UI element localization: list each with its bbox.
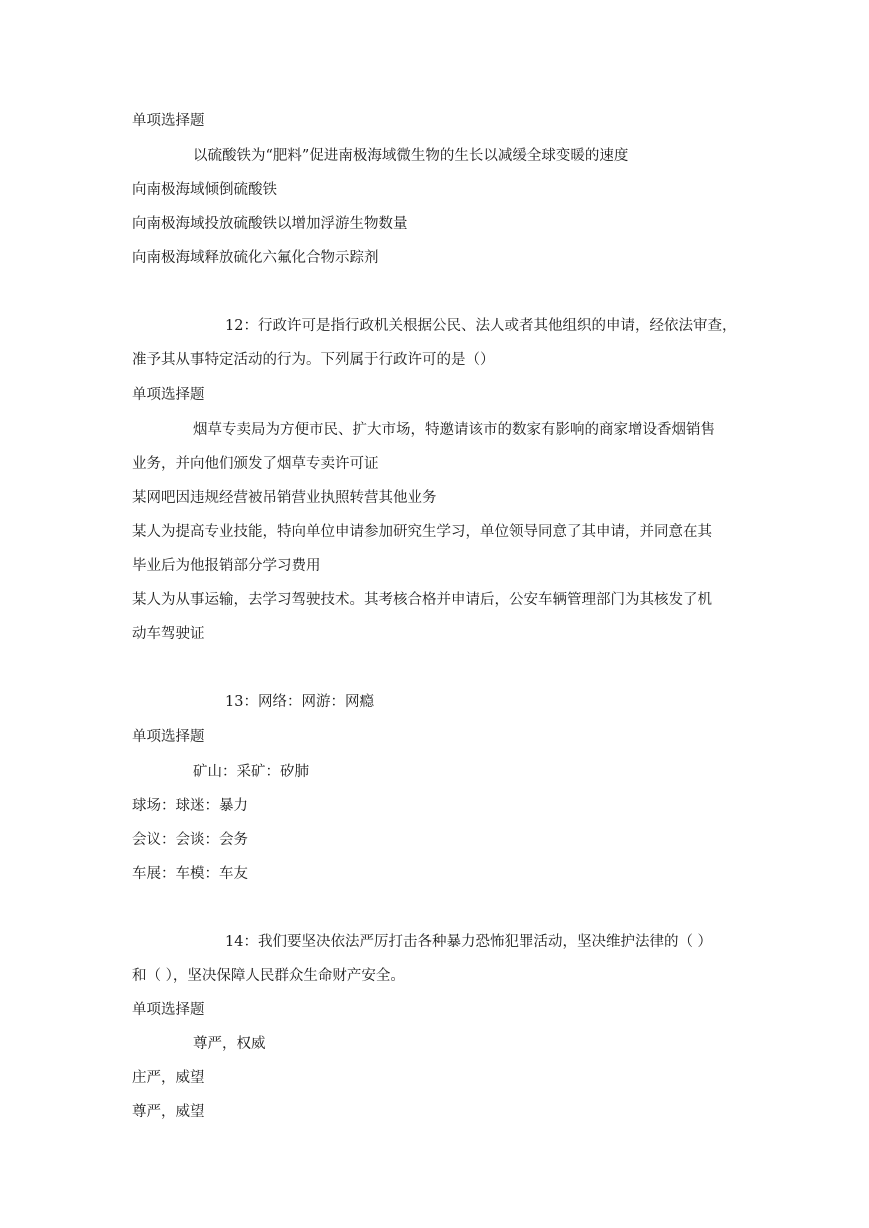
question-type-label: 单项选择题 — [132, 387, 205, 403]
question-13-text: 13：网络：网游：网瘾 — [225, 694, 374, 710]
option-a-cont: 业务，并向他们颁发了烟草专卖许可证 — [132, 456, 379, 472]
option-b: 某网吧因违规经营被吊销营业执照转营其他业务 — [132, 490, 437, 506]
question-type-label: 单项选择题 — [132, 1002, 205, 1018]
question-14-text: 14：我们要坚决依法严厉打击各种暴力恐怖犯罪活动，坚决维护法律的（ ） — [225, 934, 713, 950]
option-a: 矿山：采矿：矽肺 — [193, 764, 309, 780]
option-c-cont: 毕业后为他报销部分学习费用 — [132, 558, 321, 574]
option-b: 庄严，威望 — [132, 1070, 205, 1086]
option-a: 烟草专卖局为方便市民、扩大市场，特邀请该市的数家有影响的商家增设香烟销售 — [193, 422, 715, 438]
option-d-cont: 动车驾驶证 — [132, 626, 205, 642]
option-b: 向南极海域倾倒硫酸铁 — [132, 182, 277, 198]
option-b: 球场：球迷：暴力 — [132, 798, 248, 814]
option-d: 某人为从事运输，去学习驾驶技术。其考核合格并申请后，公安车辆管理部门为其核发了机 — [132, 592, 712, 608]
option-c: 向南极海域投放硫酸铁以增加浮游生物数量 — [132, 216, 408, 232]
option-c: 某人为提高专业技能，特向单位申请参加研究生学习，单位领导同意了其申请，并同意在其 — [132, 524, 712, 540]
option-a: 以硫酸铁为“肥料”促进南极海域微生物的生长以减缓全球变暖的速度 — [193, 148, 629, 164]
option-c: 会议：会谈：会务 — [132, 832, 248, 848]
question-14-text-cont: 和（ ），坚决保障人民群众生命财产安全。 — [132, 968, 405, 984]
option-a: 尊严，权威 — [193, 1036, 266, 1052]
option-c: 尊严，威望 — [132, 1104, 205, 1120]
question-type-label: 单项选择题 — [132, 113, 205, 129]
option-d: 车展：车模：车友 — [132, 866, 248, 882]
option-d: 向南极海域释放硫化六氟化合物示踪剂 — [132, 250, 379, 266]
question-12-text-cont: 准予其从事特定活动的行为。下列属于行政许可的是（） — [132, 352, 495, 368]
question-12-text: 12：行政许可是指行政机关根据公民、法人或者其他组织的申请，经依法审查， — [225, 318, 737, 334]
question-type-label: 单项选择题 — [132, 729, 205, 745]
